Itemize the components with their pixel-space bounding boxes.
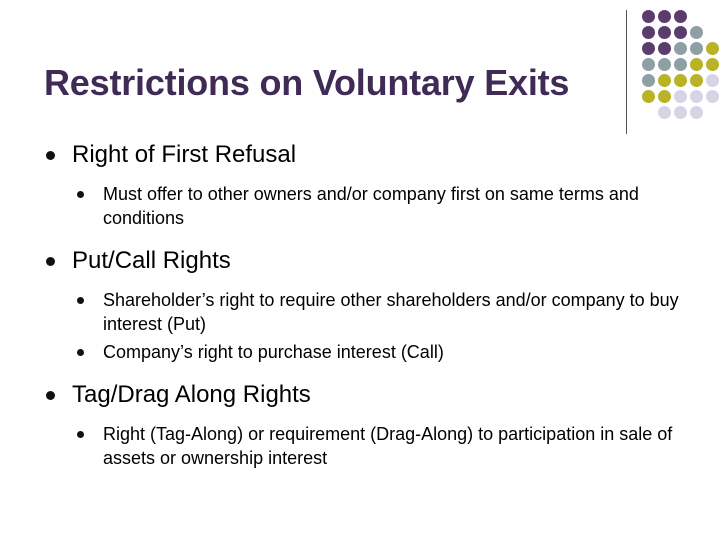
- dot: [690, 106, 703, 119]
- dot: [706, 58, 719, 71]
- dot: [642, 58, 655, 71]
- dot: [674, 58, 687, 71]
- dot: [706, 74, 719, 87]
- bullet-item: [46, 246, 686, 276]
- sub-bullet-item: [103, 340, 686, 364]
- dot: [658, 74, 671, 87]
- sub-bullet-text: Company’s right to purchase interest (Call): [103, 342, 444, 362]
- bullet-text: Right of First Refusal: [72, 141, 297, 168]
- sub-bullet-text: Must offer to other owners and/or company first on same terms and conditions: [103, 184, 639, 228]
- slide-title: Restrictions on Voluntary Exits: [44, 62, 570, 103]
- sub-bullet-item: [103, 182, 686, 230]
- bullet-dot-icon: [77, 297, 84, 304]
- dot: [674, 42, 687, 55]
- bullet-dot-icon: [77, 191, 84, 198]
- sub-bullet-text: Shareholder’s right to require other shareholders and/or company to buy interest (Put): [103, 290, 679, 334]
- dot: [642, 10, 655, 23]
- bullet-dot-icon: [46, 257, 55, 266]
- dot: [690, 26, 703, 39]
- dot: [642, 42, 655, 55]
- dot: [658, 10, 671, 23]
- bullet-dot-icon: [77, 349, 84, 356]
- dot: [706, 42, 719, 55]
- dot: [690, 42, 703, 55]
- dot: [642, 74, 655, 87]
- dot: [690, 90, 703, 103]
- sub-bullet-text: Right (Tag-Along) or requirement (Drag-Along) to participation in sale of assets or ownership interest: [103, 424, 673, 468]
- dot: [658, 106, 671, 119]
- dot: [658, 90, 671, 103]
- dot: [690, 74, 703, 87]
- bullet-dot-icon: [46, 151, 55, 160]
- bullet-text: Put/Call Rights: [72, 247, 231, 274]
- dot-grid-decoration: [640, 10, 720, 122]
- dot: [642, 90, 655, 103]
- dot: [674, 26, 687, 39]
- dot: [674, 106, 687, 119]
- dot: [658, 58, 671, 71]
- divider-line: [626, 10, 627, 134]
- dot: [690, 58, 703, 71]
- bullet-text: Tag/Drag Along Rights: [72, 381, 311, 408]
- dot: [658, 26, 671, 39]
- sub-bullet-item: [103, 288, 686, 336]
- bullet-dot-icon: [46, 391, 55, 400]
- dot: [658, 42, 671, 55]
- bullet-item: [46, 380, 686, 410]
- bullet-dot-icon: [77, 431, 84, 438]
- bullet-list: [46, 140, 686, 470]
- dot: [674, 90, 687, 103]
- sub-bullet-item: [103, 422, 686, 470]
- dot: [674, 74, 687, 87]
- dot: [706, 90, 719, 103]
- dot: [642, 26, 655, 39]
- dot: [674, 10, 687, 23]
- bullet-item: [46, 140, 686, 170]
